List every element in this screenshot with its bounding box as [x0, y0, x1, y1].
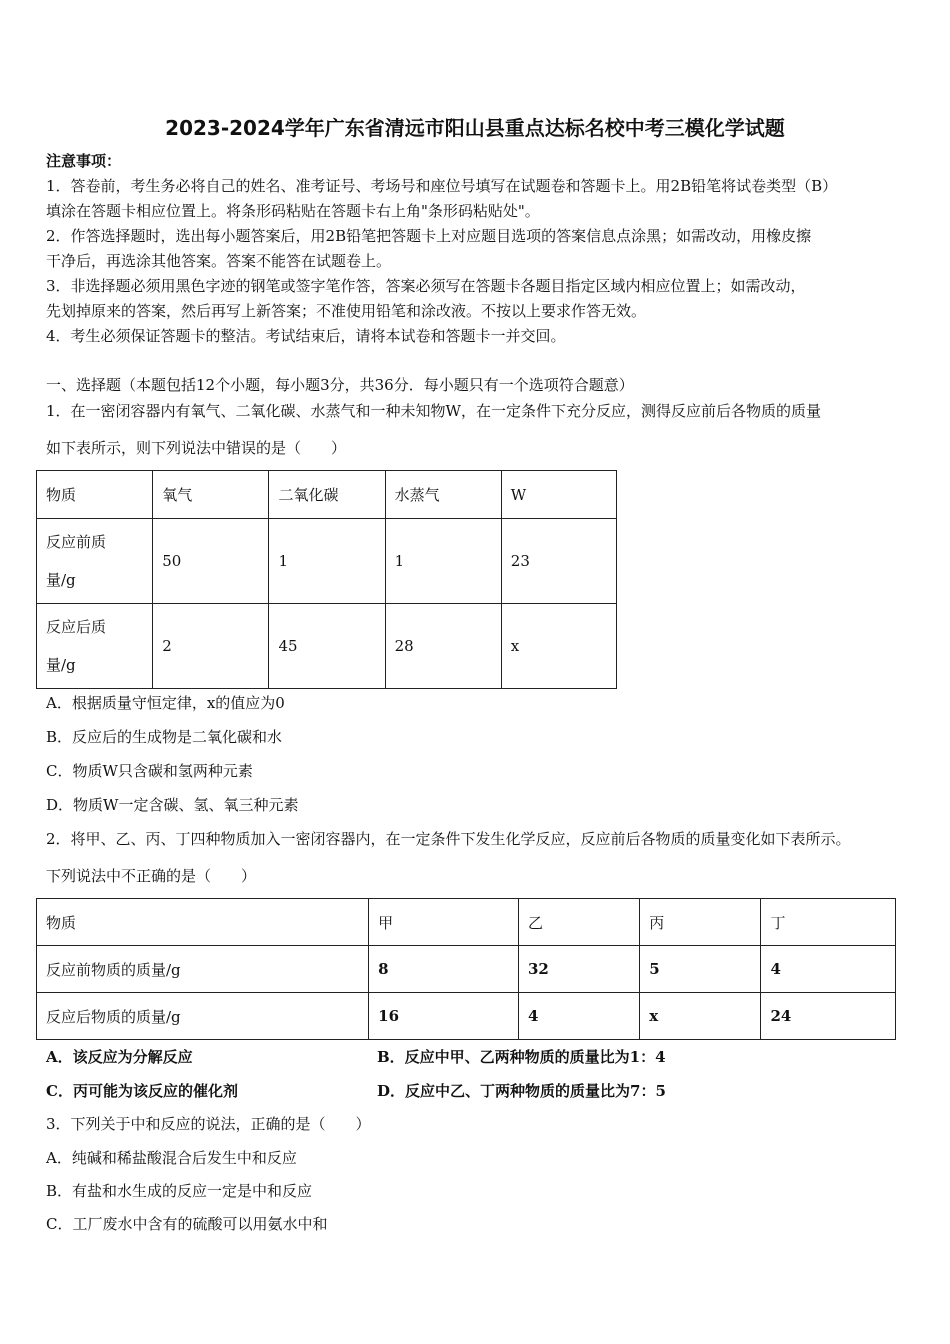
table-cell: 反应后物质的质量/g	[37, 993, 369, 1040]
q1-option-a: A．根据质量守恒定律，x的值应为0	[46, 694, 285, 712]
q1-option-c: C．物质W只含碳和氢两种元素	[46, 762, 253, 780]
table-cell: 32	[518, 946, 639, 993]
table-cell: x	[501, 604, 616, 689]
table-cell: 乙	[518, 899, 639, 946]
q1-table	[36, 470, 617, 689]
notice-line: 1．答卷前，考生务必将自己的姓名、准考证号、考场号和座位号填写在试题卷和答题卡上。用2B铅笔将试卷类型（B）	[46, 177, 838, 195]
cell-text: 反应后质	[46, 618, 107, 636]
table-cell: 4	[761, 946, 896, 993]
exam-title: 2023-2024学年广东省清远市阳山县重点达标名校中考三模化学试题	[165, 116, 785, 140]
q1-stem: 1．在一密闭容器内有氧气、二氧化碳、水蒸气和一种未知物W，在一定条件下充分反应，测得反应前后各物质的质量	[46, 402, 821, 420]
table-row	[37, 899, 896, 946]
table-cell: W	[501, 471, 616, 519]
table-row	[37, 604, 617, 689]
table-cell: 8	[369, 946, 519, 993]
table-cell: 50	[153, 519, 269, 604]
q3-option-a: A．纯碱和稀盐酸混合后发生中和反应	[46, 1149, 297, 1167]
notice-line: 3．非选择题必须用黑色字迹的钢笔或签字笔作答，答案必须写在答题卡各题目指定区域内相应位置上；如需改动，	[46, 277, 806, 295]
table-cell: 5	[640, 946, 761, 993]
q2-option-a: A．该反应为分解反应	[46, 1048, 193, 1066]
table-row	[37, 471, 617, 519]
notice-line: 先划掉原来的答案，然后再写上新答案；不准使用铅笔和涂改液。不按以上要求作答无效。	[46, 302, 647, 320]
table-cell: 24	[761, 993, 896, 1040]
table-row	[37, 946, 896, 993]
cell-text: 量/g	[46, 656, 76, 674]
table-cell: 氧气	[153, 471, 269, 519]
cell-text: 反应前质	[46, 533, 107, 551]
q3-stem: 3．下列关于中和反应的说法，正确的是（ ）	[46, 1115, 371, 1133]
table-cell: 4	[518, 993, 639, 1040]
q3-option-c: C．工厂废水中含有的硫酸可以用氨水中和	[46, 1215, 328, 1233]
cell-text: 量/g	[46, 571, 76, 589]
table-cell: 反应前物质的质量/g	[37, 946, 369, 993]
q2-option-d: D．反应中乙、丁两种物质的质量比为7：5	[377, 1082, 666, 1100]
table-cell: x	[640, 993, 761, 1040]
table-cell: 16	[369, 993, 519, 1040]
table-cell: 丙	[640, 899, 761, 946]
notice-heading: 注意事项：	[46, 152, 122, 170]
table-cell: 物质	[37, 899, 369, 946]
notice-line: 干净后，再选涂其他答案。答案不能答在试题卷上。	[46, 252, 392, 270]
section-heading: 一、选择题（本题包括12个小题，每小题3分，共36分．每小题只有一个选项符合题意）	[46, 376, 634, 394]
table-cell	[37, 519, 153, 604]
notice-line: 填涂在答题卡相应位置上。将条形码粘贴在答题卡右上角"条形码粘贴处"。	[46, 202, 540, 220]
q2-option-b: B．反应中甲、乙两种物质的质量比为1：4	[377, 1048, 666, 1066]
table-cell: 水蒸气	[385, 471, 501, 519]
notice-line: 4．考生必须保证答题卡的整洁。考试结束后，请将本试卷和答题卡一并交回。	[46, 327, 566, 345]
table-cell	[37, 604, 153, 689]
table-cell: 1	[385, 519, 501, 604]
table-cell: 1	[269, 519, 385, 604]
table-cell: 物质	[37, 471, 153, 519]
table-cell: 28	[385, 604, 501, 689]
table-cell: 23	[501, 519, 616, 604]
q2-stem: 下列说法中不正确的是（ ）	[46, 867, 257, 885]
table-cell: 2	[153, 604, 269, 689]
q2-stem: 2．将甲、乙、丙、丁四种物质加入一密闭容器内，在一定条件下发生化学反应，反应前后各物质的质量变化如下表所示。	[46, 830, 851, 848]
table-cell: 45	[269, 604, 385, 689]
table-row	[37, 993, 896, 1040]
table-cell: 丁	[761, 899, 896, 946]
q3-option-b: B．有盐和水生成的反应一定是中和反应	[46, 1182, 313, 1200]
q1-option-b: B．反应后的生成物是二氧化碳和水	[46, 728, 283, 746]
q2-table	[36, 898, 896, 1040]
table-cell: 二氧化碳	[269, 471, 385, 519]
q1-stem: 如下表所示，则下列说法中错误的是（ ）	[46, 439, 347, 457]
q2-option-c: C．丙可能为该反应的催化剂	[46, 1082, 238, 1100]
notice-line: 2．作答选择题时，选出每小题答案后，用2B铅笔把答题卡上对应题目选项的答案信息点涂黑；如需改动，用橡皮擦	[46, 227, 812, 245]
table-row	[37, 519, 617, 604]
q1-option-d: D．物质W一定含碳、氢、氧三种元素	[46, 796, 299, 814]
table-cell: 甲	[369, 899, 519, 946]
